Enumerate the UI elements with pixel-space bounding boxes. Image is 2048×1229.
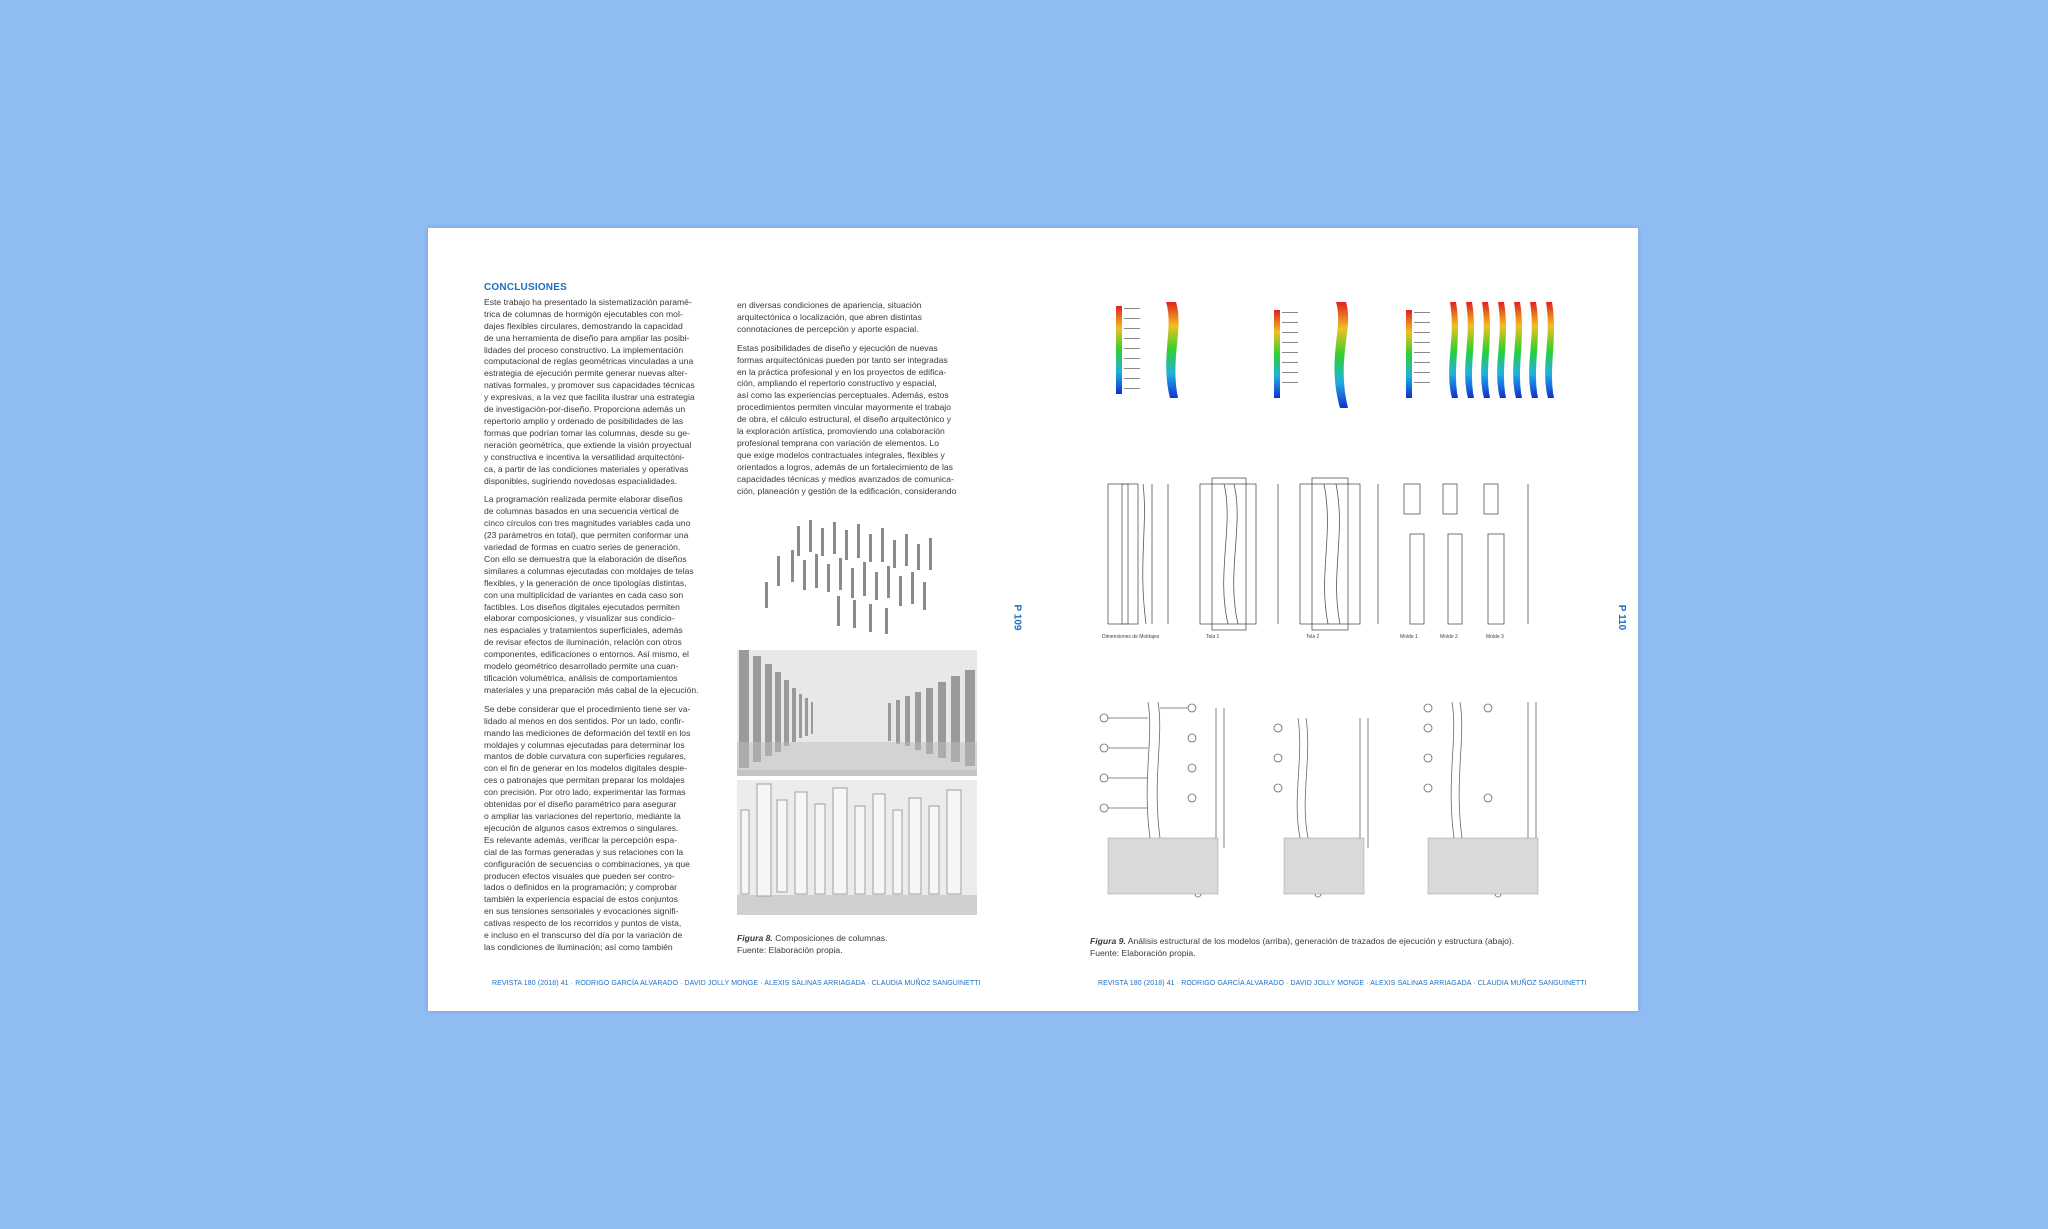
columns-corridor-render <box>737 650 977 776</box>
figure-8-top-render <box>737 516 977 646</box>
figure-8-caption <box>737 933 982 956</box>
figure-label: Figura 8. <box>737 933 773 943</box>
paragraph: Se debe considerar que el procedimiento tiene ser va- lidado al menos en dos sentidos. Por un lado, confir- mando las mediciones de deformación del textil en los moldajes y columnas ejecutadas para determinar los mantos de doble curvatura con superficies regulares, con el fin de generar en los modelos digitales despie- ces o patronajes que permitan preparar los moldajes con precisión. Por otro lado, experimentar las formas obtenidas por el diseño paramétrico para asegurar o ampliar las variaciones del repertorio, mediante la ejecución de algunos casos extremos o singulares. Es relevante además, verificar la percepción espa- cial de las formas generadas y sus relaciones con la configuración de secuencias o combinaciones, ya que producen efectos visuales que pueden ser contro- lados o definidos en la programación; y comprobar también la experiencia espacial de estos conjuntos en sus tensiones sensoriales y evocaciones signifi- cativas respecto de los recorridos y puntos de vista, e incluso en el transcurso del día por la variación de las condiciones de iluminación; así como también <box>484 703 691 952</box>
drawing-label: Tela 2 <box>1306 634 1320 640</box>
paragraph: Estas posibilidades de diseño y ejecución de nuevas formas arquitectónicas pueden por tanto ser integradas en la práctica profesional y en los proyectos de edifica- ción, ampliando el repertorio constructivo y espacial, así como las experiencias perceptuales. Además, estos procedimientos permiten vincular mayormente el trabajo de obra, el cálculo estructural, el diseño arquitectónico y la exploración artística, promoviendo una colaboración profesional temprana con variación de elementos. Lo que exige modelos contractuales integrales, flexibles y orientados a logros, además de un fortalecimiento de las capacidades técnicas y medios avanzados de comunica- ción, planeación y gestión de la edificación, considerando <box>737 342 957 496</box>
magazine-spread <box>428 228 1638 1011</box>
figure-label: Figura 9. <box>1090 936 1126 946</box>
column-structure-drawings <box>1088 698 1588 898</box>
paragraph: La programación realizada permite elaborar diseños de columnas basados en una secuencia vertical de cinco círculos con tres magnitudes variables cada uno (23 parámetros en total), que permiten conformar una variedad de formas en cuatro series de generación. Con ello se demuestra que la elaboración de diseños similares a columnas ejecutadas con moldajes de telas flexibles, y la generación de once tipologías distintas, con una multiplicidad de variantes en cada caso son factibles. Los diseños digitales ejecutados permiten elaborar composiciones, y visualizar sus condicio- nes espaciales y tratamientos superficiales, además de revisar efectos de iluminación, relación con otros componentes, edificaciones o entornos. Así mismo, el modelo geométrico desarrollado permite una cuan- tificación volumétrica, análisis de comportamientos materiales y una preparación más cabal de la ejecución. <box>484 494 699 695</box>
drawing-label: Dimensiones de Moldajes <box>1102 634 1160 640</box>
paragraph: Este trabajo ha presentado la sistematización paramé- trica de columnas de hormigón ejecutables con mol- dajes flexibles circulares, demostrando la capacidad de una herramienta de diseño para ampliar las posibi- lidades del proceso constructivo. La implementación computacional de reglas geométricas vinculadas a una estrategia de ejecución permite generar nuevas alter- nativas formales, y promover sus capacidades técnicas y expresivas, a la vez que facilita ilustrar una estrategia de investigación-por-diseño. Proporciona además un repertorio amplio y ordenado de posibilidades de las formas que podrían tomar las columnas, desde su ge- neración geométrica, que extiende la visión proyectual y constructiva e incentiva la versatilidad arquitectóni- ca, a partir de las condiciones materiales y operativas disponibles, sugiriendo novedosas espacialidades. <box>484 296 695 486</box>
caption-source: Fuente: Elaboración propia. <box>1090 947 1196 958</box>
drawing-label: Tela 1 <box>1206 634 1220 640</box>
figure-8-bottom-render <box>737 780 977 915</box>
caption-text: Composiciones de columnas. <box>772 933 888 943</box>
caption-text: Análisis estructural de los modelos (arriba), generación de trazados de ejecución y estructura (abajo). <box>1125 936 1515 946</box>
drawing-label: Molde 3 <box>1486 634 1504 640</box>
figure-9-structural-analysis <box>1100 298 1580 418</box>
drawing-label: Molde 1 <box>1400 634 1418 640</box>
page-number-right: P 110 <box>1616 604 1628 631</box>
page-number-left: P 109 <box>1011 604 1023 631</box>
footer-right: REVISTA 180 (2018) 41 · RODRIGO GARCÍA ALVARADO · DAVID JOLLY MONGE · ALEXIS SALINAS ARRIAGADA · CLAUDIA MUÑOZ SANGUINETTI <box>1098 980 1587 987</box>
left-column-2 <box>737 300 982 505</box>
figure-9-caption <box>1090 936 1570 959</box>
drawing-label: Molde 2 <box>1440 634 1458 640</box>
structural-analysis-heatmaps <box>1100 298 1580 418</box>
columns-aerial-render <box>737 516 977 646</box>
formwork-technical-drawings <box>1088 464 1588 644</box>
left-column-1 <box>484 282 724 961</box>
columns-group-render <box>737 780 977 915</box>
figure-9-structure-drawings <box>1088 698 1588 898</box>
figure-9-formwork-drawings <box>1088 464 1588 644</box>
footer-left: REVISTA 180 (2018) 41 · RODRIGO GARCÍA ALVARADO · DAVID JOLLY MONGE · ALEXIS SALINAS ARRIAGADA · CLAUDIA MUÑOZ SANGUINETTI <box>492 980 981 987</box>
figure-8-middle-render <box>737 650 977 776</box>
paragraph: en diversas condiciones de apariencia, situación arquitectónica o localización, que abren distintas connotaciones de percepción y aporte espacial. <box>737 300 922 334</box>
section-title: CONCLUSIONES <box>484 282 567 293</box>
caption-source: Fuente: Elaboración propia. <box>737 944 843 955</box>
